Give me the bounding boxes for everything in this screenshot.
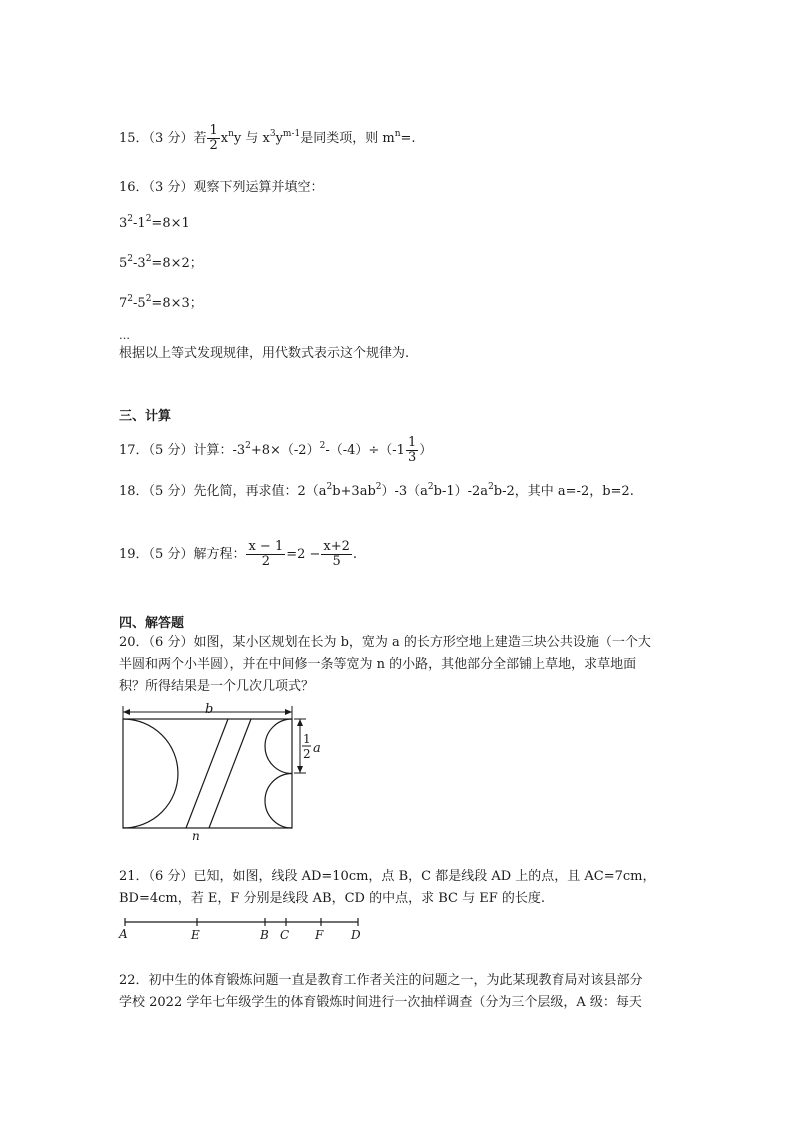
q15-prefix: 15．（3 分）若	[119, 131, 207, 146]
q16-base: -1	[133, 216, 146, 231]
q16-exp: 2	[127, 254, 134, 264]
path-edge	[209, 719, 251, 828]
q15-exp: 3	[269, 129, 276, 139]
q22-line: 22．初中生的体育锻炼问题一直是教育工作者关注的问题之一，为此某现教育局对该县部分	[119, 973, 643, 988]
large-semicircle	[123, 719, 178, 828]
q16-row-1	[119, 214, 190, 234]
question-15	[119, 124, 416, 153]
q19-part: =2 −	[286, 547, 321, 562]
q19-end: .	[352, 547, 358, 562]
question-22	[119, 970, 679, 1014]
q19-frac-num: x+2	[323, 539, 350, 554]
q19-fraction-1	[246, 540, 285, 569]
q15-exp: m-1	[282, 129, 301, 139]
question-17	[119, 436, 432, 465]
q20-line: 半圆和两个小半圆），并在中间修一条等宽为 n 的小路，其他部分全部铺上草地，求草地面	[119, 657, 637, 672]
q16-tail: =8×3；	[151, 296, 203, 311]
q16-base: 7	[119, 296, 128, 311]
q17-part: +8×（-2）	[250, 443, 320, 458]
small-semicircle-top	[265, 719, 292, 774]
q18-part: b-1）-2a	[433, 484, 489, 499]
label-half-den: 2	[303, 747, 311, 761]
point-label-A: A	[119, 927, 128, 941]
label-n: n	[192, 829, 200, 843]
q18-part: b+3ab	[332, 484, 376, 499]
q19-frac-den: 5	[332, 554, 341, 569]
q15-suffix: 是同类项，则 m	[300, 131, 395, 146]
q15-term: y 与 x	[233, 131, 270, 146]
question-19	[119, 540, 357, 569]
point-label-C: C	[280, 928, 290, 942]
q16-base: -5	[133, 296, 146, 311]
q20-line: 20．（6 分）如图，某小区规划在长为 b，宽为 a 的长方形空地上建造三块公共设施（一个大	[119, 635, 651, 650]
question-16-stem: 16．（3 分）观察下列运算并填空：	[119, 180, 324, 195]
q16-base: -3	[133, 256, 146, 271]
q18-part: 18．（5 分）先化简，再求值：2（a	[119, 484, 327, 499]
q17-part: -（-4）÷（-1	[325, 443, 405, 458]
q16-exp: 2	[145, 254, 152, 264]
point-label-B: B	[260, 928, 269, 942]
arrow-right	[285, 709, 292, 715]
arrow-up	[297, 719, 303, 726]
q17-end: ）	[419, 443, 433, 458]
q16-exp: 2	[145, 294, 152, 304]
section-4-heading: 四、解答题	[119, 616, 185, 631]
q16-base: 5	[119, 256, 128, 271]
point-label-E: E	[191, 928, 200, 942]
question-18	[119, 482, 634, 502]
q16-tail: =8×2；	[151, 256, 203, 271]
q16-row-2	[119, 254, 203, 274]
q16-tail: =8×1	[151, 216, 190, 231]
q15-exp: n	[228, 129, 234, 139]
q16-base: 3	[119, 216, 128, 231]
q18-exp: 2	[488, 482, 494, 492]
q19-part: 19．（5 分）解方程：	[119, 547, 246, 562]
question-21	[119, 866, 679, 910]
q16-exp: 2	[127, 294, 134, 304]
q15-fraction	[207, 124, 219, 153]
q16-exp: 2	[145, 214, 152, 224]
arrow-left	[123, 709, 130, 715]
arrow-down	[297, 766, 303, 773]
q18-part: ）-3（a	[381, 484, 428, 499]
q18-exp: 2	[326, 482, 333, 492]
q17-frac-den: 3	[407, 450, 417, 465]
q15-term: x	[220, 131, 229, 146]
q17-fraction	[406, 436, 418, 465]
small-semicircle-bottom	[265, 774, 292, 829]
q21-line: 21．（6 分）已知，如图，线段 AD=10cm，点 B，C 都是线段 AD 上的点，且 AC=7cm，	[119, 869, 656, 884]
label-a: a	[313, 741, 321, 756]
q18-part: b-2，其中 a=-2，b=2.	[493, 484, 634, 499]
q19-frac-num: x − 1	[248, 539, 284, 554]
question-20	[119, 632, 679, 698]
q16-conclusion: 根据以上等式发现规律，用代数式表示这个规律为.	[119, 346, 410, 361]
path-edge	[186, 719, 228, 828]
q16-row-3	[119, 294, 203, 314]
label-b: b	[205, 702, 214, 717]
q16-exp: 2	[127, 214, 134, 224]
q21-line-segment-figure	[115, 912, 370, 942]
q17-exp: 2	[245, 441, 251, 451]
q19-frac-den: 2	[261, 554, 270, 569]
q15-term: y	[275, 131, 283, 146]
q19-fraction-2	[321, 540, 352, 569]
q15-exp: n	[394, 129, 401, 139]
point-label-D: D	[351, 928, 361, 942]
q17-frac-num: 1	[407, 435, 417, 450]
label-half-num: 1	[303, 732, 311, 746]
q15-frac-den: 2	[209, 138, 218, 153]
q18-exp: 2	[375, 482, 382, 492]
q21-line: BD=4cm，若 E，F 分别是线段 AB，CD 的中点，求 BC 与 EF 的长度.	[119, 891, 546, 906]
q20-line: 积？所得结果是一个几次几项式？	[119, 679, 315, 694]
q18-exp: 2	[427, 482, 434, 492]
q17-exp: 2	[319, 441, 326, 451]
q16-ellipsis: …	[119, 329, 130, 342]
q20-figure	[110, 700, 340, 845]
point-label-F: F	[315, 928, 324, 942]
q15-end: =.	[400, 131, 416, 146]
q15-frac-num: 1	[209, 123, 218, 138]
section-3-heading: 三、计算	[119, 409, 172, 424]
q22-line: 学校 2022 学年七年级学生的体育锻炼时间进行一次抽样调查（分为三个层级，A 级：每天	[119, 995, 642, 1010]
q17-part: 17．（5 分）计算：-3	[119, 443, 246, 458]
